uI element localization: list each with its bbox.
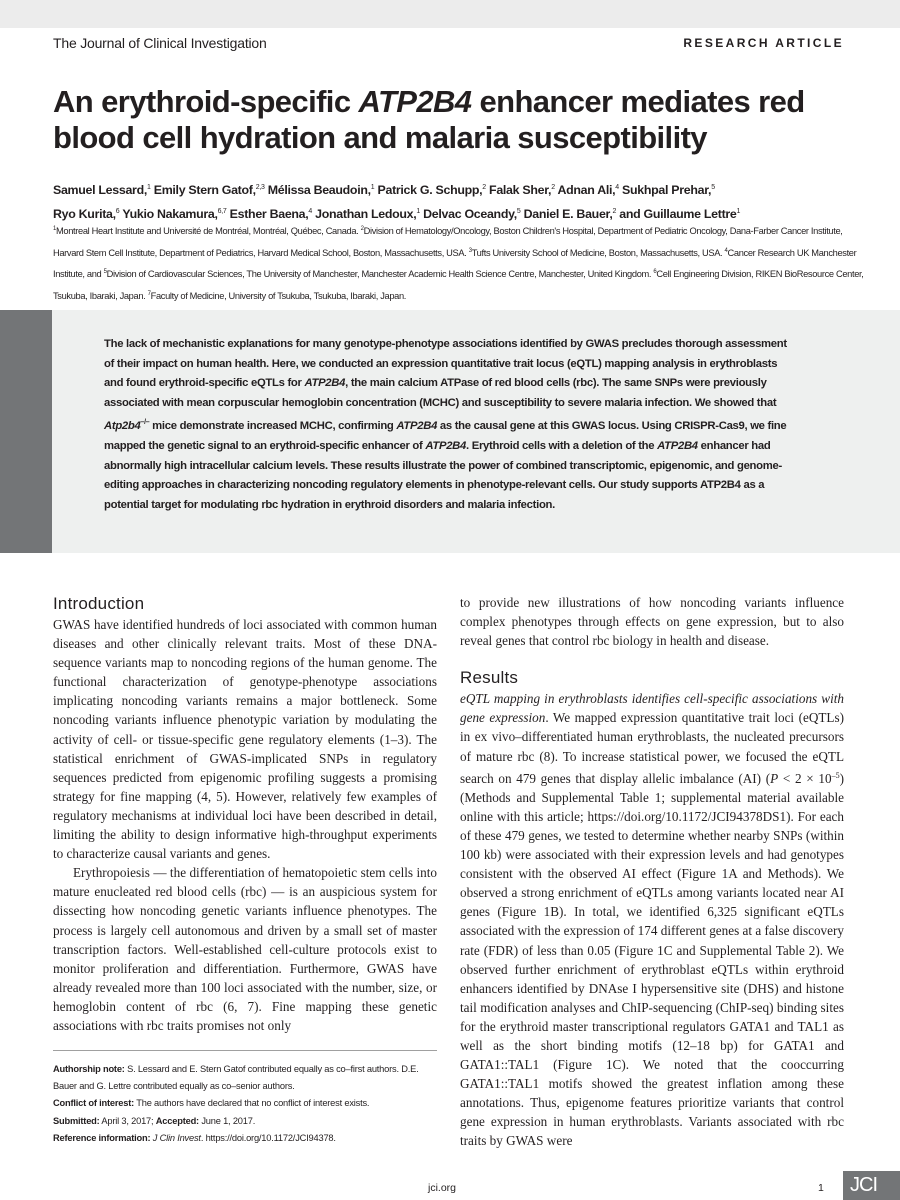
journal-name: The Journal of Clinical Investigation — [53, 35, 267, 51]
title-part-1: An erythroid-specific — [53, 84, 359, 119]
right-column — [460, 593, 844, 1151]
authorship-note: Authorship note: S. Lessard and E. Stern Gatof contributed equally as co–first authors. D.E. Bauer and G. Lettre contributed equally as co–senior authors. — [53, 1064, 419, 1092]
jci-logo: JCI — [843, 1171, 900, 1200]
introduction-paragraph-2-continued: to provide new illustrations of how noncoding variants influence complex phenotypes through effects on gene expression, but to also reveal genes that control rbc biology in health and disease. — [460, 595, 844, 649]
article-type-label: RESEARCH ARTICLE — [683, 36, 844, 50]
author[interactable]: Patrick G. Schupp,$^2$ — [377, 183, 486, 197]
conflict-of-interest: Conflict of interest: The authors have declared that no conflict of interest exists. — [53, 1098, 370, 1109]
author[interactable]: and Guillaume Lettre$^1$ — [619, 207, 741, 221]
abstract-box — [0, 310, 900, 553]
author[interactable]: Delvac Oceandy,$^5$ — [423, 207, 521, 221]
introduction-paragraph-1: GWAS have identified hundreds of loci associated with common human diseases and other clinically relevant traits. Most of these DNA-sequence variants map to noncoding regions of the human genome. The functional characterization of genotype-phenotype associations implicating noncoding variants remains a major bottleneck. Some noncoding variants influence phenotypic variation by modulating the activity of cell- or tissue-specific gene regulatory elements (1–3). The statistical enrichment of GWAS-implicated SNPs in regulatory sequences predicted from epigenomic profiling suggests a promising strategy for fine mapping (4, 5). However, relatively few examples of regulatory mechanisms at individual loci have been described in detail, limiting the ability to design informative high-throughput experiments to characterize causal variants and genes. — [53, 617, 437, 862]
introduction-paragraph-2: Erythropoiesis — the differentiation of hematopoietic stem cells into mature enucleated red blood cells (rbc) — is an auspicious system for dissecting how noncoding genetic variants influence phenotypes. The process is largely cell autonomous and driven by a small set of master transcription factors. Well-established cell-culture protocols exist to monitor proliferation and differentiation. Furthermore, GWAS have already revealed more than 100 loci associated with the number, size, or hemoglobin content of rbc (6, 7). Fine mapping these genetic associations with rbc traits promises not only — [53, 865, 437, 1033]
author[interactable]: Jonathan Ledoux,$^1$ — [315, 207, 420, 221]
submission-dates: Submitted: April 3, 2017; Accepted: June 1, 2017. — [53, 1115, 256, 1126]
abstract-accent-bar — [0, 310, 52, 553]
left-column — [53, 593, 437, 1035]
abstract-text: The lack of mechanistic explanations for many genotype-phenotype associations identified by GWAS precludes thorough assessment of their impact on human health. Here, we conducted an expression quantitative trait locus (eQTL) mapping analysis in erythroblasts and found erythroid-specific eQTLs for ATP2B4, the main calcium ATPase of red blood cells (rbc). The same SNPs were previously associated with mean corpuscular hemoglobin concentration (MCHC) and susceptibility to severe malaria infection. We showed that Atp2b4–/– mice demonstrate increased MCHC, confirming ATP2B4 as the causal gene at this GWAS locus. Using CRISPR-Cas9, we fine mapped the genetic signal to an erythroid-specific enhancer of ATP2B4. Erythroid cells with a deletion of the ATP2B4 enhancer had abnormally high intracellular calcium levels. These results illustrate the power of combined transcriptomic, epigenomic, and genome-editing approaches in characterizing noncoding regulatory elements in phenotype-relevant cells. Our study supports ATP2B4 as a potential target for modulating rbc hydration in erythroid disorders and malaria infection. — [104, 338, 787, 511]
title-part-2: enhancer mediates red blood cell hydration and malaria susceptibility — [53, 84, 805, 155]
author[interactable]: Adnan Ali,$^4$ — [557, 183, 619, 197]
author[interactable]: Mélissa Beaudoin,$^1$ — [267, 183, 375, 197]
results-subheading: eQTL mapping in erythroblasts identifies cell-specific associations with gene expression — [460, 691, 844, 726]
author[interactable]: Falak Sher,$^2$ — [489, 183, 555, 197]
author-list — [53, 177, 873, 225]
author[interactable]: Yukio Nakamura,$^{6,7}$ — [122, 207, 227, 221]
author[interactable]: Sukhpal Prehar,$^5$ — [622, 183, 715, 197]
page-number: 1 — [818, 1182, 824, 1194]
footnotes — [53, 1061, 443, 1147]
results-heading: Results — [460, 668, 519, 688]
affiliations: $^1$Montreal Heart Institute and Université de Montréal, Montréal, Québec, Canada. $^2$Division of Hematology/Oncology, Boston Children's Hospital, Department of Pediatric Oncology, Dana-Farber Cancer Institute, Harvard Stem Cell Institute, Department of Pediatrics, Harvard Medical School, Boston, Massachusetts, USA. $^3$Tufts University School of Medicine, Boston, Massachusetts, USA. $^4$Cancer Research UK Manchester Institute, and $^5$Division of Cardiovascular Sciences, The University of Manchester, Manchester Academic Health Science Centre, Manchester, United Kingdom. $^6$Cell Engineering Division, RIKEN BioResource Center, Tsukuba, Ibaraki, Japan. $^7$Faculty of Medicine, University of Tsukuba, Tsukuba, Ibaraki, Japan. — [53, 226, 864, 302]
top-band — [0, 0, 900, 28]
article-title — [53, 84, 853, 156]
author[interactable]: Samuel Lessard,$^1$ — [53, 183, 151, 197]
author[interactable]: Esther Baena,$^4$ — [229, 207, 313, 221]
reference-information: Reference information: J Clin Invest. https://doi.org/10.1172/JCI94378. — [53, 1132, 336, 1143]
results-paragraph-1: eQTL mapping in erythroblasts identifies cell-specific associations with gene expression. We mapped expression quantitative trait loci (eQTLs) in ex vivo–differentiated human erythroblasts, the nucleated precursors of mature rbc (8). To increase statistical power, we focused the eQTL search on 479 genes that display allelic imbalance (AI) $(P < 2 \times 10^{-5})$ (Methods and Supplemental Table 1; supplemental material available online with this article; https://doi.org/10.1172/JCI94378DS1). For each of these 479 genes, we tested to determine whether nearby SNPs (within 100 kb) were associated with their expression levels and had genotypes consistent with the observed AI effect (Figure 1A and Methods). We observed a strong enrichment of eQTLs among variants located near AI genes (Figure 1B). In total, we identified 6,325 significant eQTLs associated with the expression of 174 different genes at a false discovery rate (FDR) of less than 0.05 (Figure 1C and Supplemental Table 2). We observed further enrichment of erythroblast eQTLs within erythroid enhancers identified by DNAse I hypersensitive site (DHS) and histone tail modification analyses and ChIP-sequencing (ChIP-seq) binding sites for the erythroid master transcriptional regulators GATA1 and TAL1 as well as the short binding motifs (12–18 bp) for GATA1 and GATA1::TAL1 (Figure 1C). We noted that the cooccurring GATA1::TAL1 motifs showed the greatest inflation among these annotations. Thus, epigenome features prioritize variants that control gene expression in human erythroblasts. Variants associated with rbc traits by GWAS were — [460, 691, 844, 1149]
footnote-divider — [53, 1050, 437, 1051]
author[interactable]: Daniel E. Bauer,$^2$ — [523, 207, 617, 221]
doi-link[interactable]: . https://doi.org/10.1172/JCI94378. — [200, 1132, 336, 1143]
introduction-heading: Introduction — [53, 594, 145, 613]
footer-site-link[interactable]: jci.org — [428, 1182, 457, 1194]
author[interactable]: Emily Stern Gatof,$^{2,3}$ — [153, 183, 265, 197]
author[interactable]: Ryo Kurita,$^6$ — [53, 207, 120, 221]
title-gene: ATP2B4 — [358, 84, 472, 119]
